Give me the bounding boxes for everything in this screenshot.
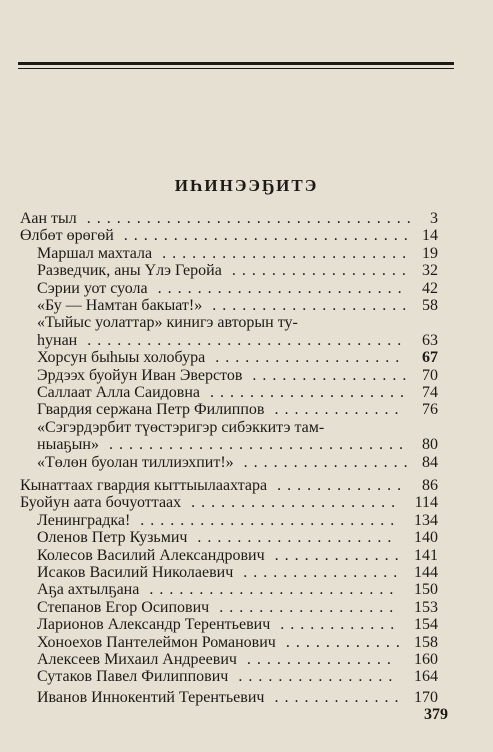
toc-entry-title: Буойун аата бочуоттаах [20,494,182,512]
toc-entry-title: Эрдээх буойун Иван Эверстов [37,366,243,384]
toc-entry-page: 76 [422,401,438,419]
toc-entry [37,564,438,582]
toc-entry-page: 80 [422,436,438,454]
toc-entry-page: 32 [422,262,438,280]
dot-leader: ............. [274,546,405,564]
toc-entry-title: «Бу — Намтан бакыат!» [37,297,203,314]
toc-entry [37,616,438,634]
dot-leader: ............. [277,477,408,494]
toc-entry [37,262,438,280]
toc-entry [37,547,438,565]
toc-entry [20,494,438,512]
toc-entry-title: «Сэгэрдэрбит түөстэригэр сибэккитэ там- [37,418,325,436]
toc-entry-page: 67 [422,349,438,367]
dot-leader: .................... [212,297,413,314]
toc-entry-title: Хоноехов Пантелеймон Романович [37,633,276,651]
dot-leader: .................. [219,598,400,616]
toc-entry [37,349,438,367]
toc-entry [37,634,438,652]
toc-entry-page: 3 [430,210,438,227]
toc-entry-title: Сэрии уот суола [37,279,148,297]
dot-leader: .................... [197,529,398,547]
toc-entry-title: һунан [37,331,78,349]
toc-entry-page: 170 [414,688,438,706]
dot-leader: .......................... [140,511,401,529]
toc-entry-title: Маршал махтала [37,244,153,262]
toc-entry [37,599,438,617]
toc-entry [20,210,438,228]
toc-entry-title: Исаков Василий Николаевич [37,564,234,581]
toc-entry [37,689,438,707]
contents-heading: ИҺИНЭЭҔИТЭ [174,176,319,195]
toc-entry-page: 141 [414,546,438,564]
toc-entry-title: Разведчик, аны Үлэ Геройа [37,262,222,280]
toc-entry [37,512,438,530]
toc-entry [37,529,438,547]
toc-entry-title: Сутаков Павел Филиппович [37,668,229,686]
toc-entry [37,367,438,385]
toc-entry [37,314,438,332]
dot-leader: ................................. [86,210,417,227]
toc-entry-title: Ленинградка! [37,511,131,529]
toc-entry-page: 134 [414,511,438,529]
toc-entry [37,401,438,419]
toc-entry [37,245,438,263]
dot-leader: .............................. [108,436,409,454]
toc-entry-title: Колесов Василий Александрович [37,546,265,564]
toc-entry-page: 74 [422,384,438,401]
toc-entry-page: 144 [414,564,438,581]
dot-leader: ............ [285,633,406,651]
toc-entry-title: Аан тыл [20,210,77,227]
toc-entry-page: 140 [414,529,438,547]
toc-entry-title: Степанов Егор Осипович [37,598,210,616]
toc-entry-page: 164 [414,668,438,686]
dot-leader: ................ [238,668,399,686]
toc-entry-page: 153 [414,598,438,616]
toc-entry-page: 150 [414,581,438,599]
toc-entry-title: Оленов Петр Кузьмич [37,529,188,547]
toc-entry [20,227,438,245]
toc-entry-page: 58 [422,297,438,314]
top-rule-thin [18,68,454,69]
toc-entry-page: 42 [422,279,438,297]
toc-entry-page: 14 [422,227,438,245]
toc-entry-page: 70 [422,366,438,384]
toc-entry-title: Ларионов Александр Терентьевич [37,616,271,634]
toc-entry-title: Өлбөт өрөгөй [20,227,114,245]
dot-leader: ......................... [149,581,400,599]
toc-entry [37,384,438,402]
dot-leader: ................... [215,349,406,367]
toc-entry [37,668,438,686]
toc-entry-title: Гвардия сержана Петр Филиппов [37,401,265,419]
toc-entry-title: Хорсун быһыы холобура [37,349,206,367]
toc-entry-title: Кынаттаах гвардия кыттыылаахтара [20,477,268,494]
dot-leader: ................ [243,564,404,581]
toc-entry-title: ныаҕын» [37,436,99,454]
toc-entry-page: 154 [414,616,438,634]
toc-entry [20,477,438,495]
toc-entry [37,419,438,437]
toc-entry [37,280,438,298]
toc-entry-title: Саллаат Алла Саидовна [37,384,200,401]
toc-entry-page: 158 [414,633,438,651]
dot-leader: ......................... [162,244,413,262]
toc-entry [37,581,438,599]
toc-entry-page: 86 [422,477,438,494]
dot-leader: .................. [231,262,412,280]
toc-entry [37,651,438,669]
top-rule-thick [18,62,454,65]
toc-entry [37,436,438,454]
toc-entry-page: 114 [414,494,438,512]
toc-entry [37,454,438,472]
toc-entry-page: 63 [422,331,438,349]
toc-entry-page: 19 [422,244,438,262]
dot-leader: ................................ [87,331,408,349]
dot-leader: ............................. [123,227,414,245]
toc-entry [37,332,438,350]
footer-page-number: 379 [424,706,448,723]
toc-entry-page: 84 [422,453,438,471]
dot-leader: ............ [280,616,401,634]
toc-entry-title: «Тыйыс уолаттар» кинигэ авторын ту- [37,314,298,332]
toc-entry-title: Аҕа ахтылҕана [37,581,140,599]
toc-entry [37,297,438,315]
dot-leader: ............... [246,651,397,668]
dot-leader: ............. [274,401,405,419]
dot-leader: ................ [252,366,413,384]
dot-leader: ..................... [191,494,402,512]
dot-leader: .................... [209,384,410,401]
toc-entry-title: Иванов Иннокентий Терентьевич [37,688,265,706]
dot-leader: ............. [274,688,405,706]
dot-leader: ................. [243,453,414,471]
toc-entry-title: Алексеев Михаил Андреевич [37,651,237,668]
toc-entry-title: «Төлөн буолан тиллиэхпит!» [37,453,234,471]
toc-entry-page: 160 [414,651,438,668]
dot-leader: ......................... [157,279,408,297]
